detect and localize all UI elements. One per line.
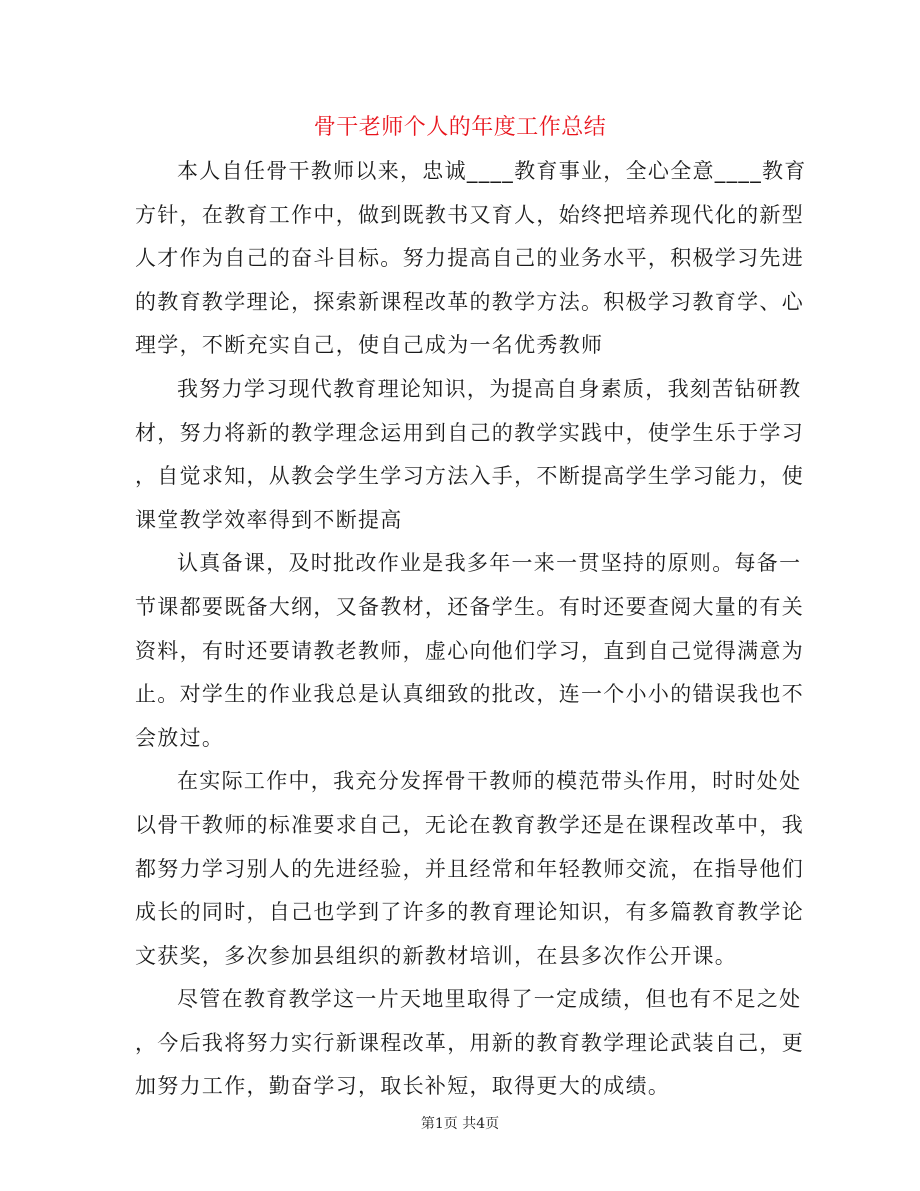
text-line: ，自觉求知，从教会学生学习方法入手，不断提高学生学习能力，使 (135, 464, 804, 489)
text-line: 理学，不断充实自己，使自己成为一名优秀教师 (135, 333, 604, 358)
text-line: 在实际工作中，我充分发挥骨干教师的模范带头作用，时时处处 (177, 769, 802, 794)
paragraph-3 (135, 545, 804, 763)
document-title: 骨干老师个人的年度工作总结 (313, 115, 607, 140)
text-line: 资料，有时还要请教老教师，虚心向他们学习，直到自己觉得满意为 (135, 638, 804, 663)
text-line: 材，努力将新的教学理念运用到自己的教学实践中，使学生乐于学习 (135, 420, 804, 445)
text-line: 人才作为自己的奋斗目标。努力提高自己的业务水平，积极学习先进 (135, 246, 804, 271)
text-line: 都努力学习别人的先进经验，并且经常和年轻教师交流，在指导他们 (135, 856, 804, 881)
paragraph-1 (135, 153, 807, 371)
document-body (135, 153, 807, 1112)
paragraph-5 (135, 981, 804, 1112)
text-line: 我努力学习现代教育理论知识，为提高自身素质，我刻苦钻研教 (177, 376, 802, 401)
text-line: 止。对学生的作业我总是认真细致的批改，连一个小小的错误我也不 (135, 682, 804, 707)
text-line: ，今后我将努力实行新课程改革，用新的教育教学理论武装自己，更 (135, 1030, 804, 1055)
page-number: 第1页 共4页 (420, 1116, 500, 1132)
text-line: 尽管在教育教学这一片天地里取得了一定成绩，但也有不足之处 (177, 987, 802, 1012)
text-line: 加努力工作，勤奋学习，取长补短，取得更大的成绩。 (135, 1074, 671, 1099)
text-line: 认真备课，及时批改作业是我多年一来一贯坚持的原则。每备一 (177, 551, 802, 576)
text-line: 以骨干教师的标准要求自己，无论在教育教学还是在课程改革中，我 (135, 812, 804, 837)
text-line: 节课都要既备大纲，又备教材，还备学生。有时还要查阅大量的有关 (135, 594, 804, 619)
text-line: 成长的同时，自己也学到了许多的教育理论知识，有多篇教育教学论 (135, 900, 804, 925)
text-line: 方针，在教育工作中，做到既教书又育人，始终把培养现代化的新型 (135, 202, 804, 227)
text-line: 的教育教学理论，探索新课程改革的教学方法。积极学习教育学、心 (135, 289, 804, 314)
text-line: 本人自任骨干教师以来，忠诚____教育事业，全心全意____教育 (177, 159, 807, 183)
paragraph-2 (135, 371, 804, 545)
text-line: 课堂教学效率得到不断提高 (135, 507, 403, 532)
text-line: 会放过。 (135, 725, 225, 750)
text-line: 文获奖，多次参加县组织的新教材培训，在县多次作公开课。 (135, 943, 738, 968)
paragraph-4 (135, 763, 804, 981)
